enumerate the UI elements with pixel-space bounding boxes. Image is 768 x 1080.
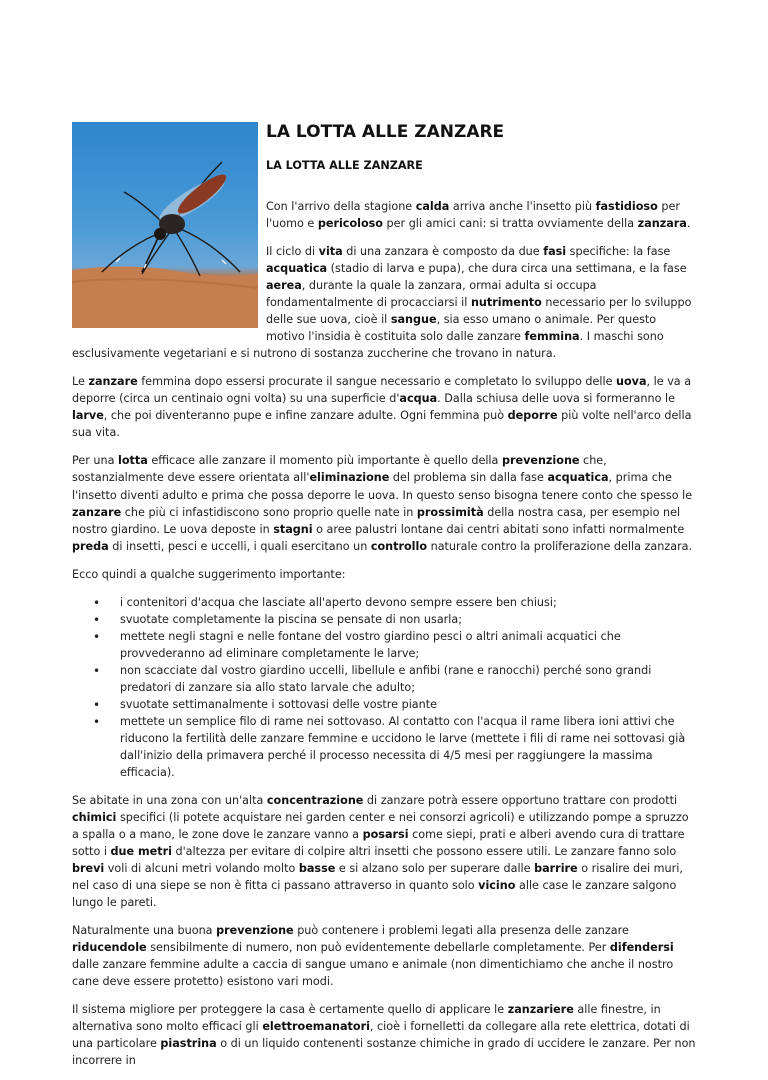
chemicals-paragraph: Se abitate in una zona con un'alta concentrazione di zanzare potrà essere opportuno trattare con prodotti chimici specifici (li potete acquistare nei garden center e nei consorzi agricoli) e utilizzando pompe a spruzzo a spalla o a mano, le zone dove le zanzare vanno a posarsi come siepi, prati e alberi avendo cura di trattare sotto i due metri d'altezza per evitare di colpire altri insetti che possono essere utili. Le zanzare fanno solo brevi voli di alcuni metri volando molto basse e si alzano solo per superare dalle barrire o risalire dei muri, nel caso di una siepe se non è fitta ci passano attraverso in quanto solo vicino alle case le zanzare salgono lungo le pareti. (72, 793, 689, 909)
article (72, 122, 698, 1080)
tips-list (72, 594, 698, 781)
female-paragraph: Le zanzare femmina dopo essersi procurate il sangue necessario e completato lo sviluppo delle uova, le va a deporre (circa un centinaio ogni volta) su una superficie d'acqua. Dalla schiusa delle uova si formeranno le larve, che poi diventeranno pupe e infine zanzare adulte. Ogni femmina può deporre più volte nell'arco della sua vita. (72, 375, 692, 440)
page-title: LA LOTTA ALLE ZANZARE (266, 122, 505, 142)
fight-paragraph: Per una lotta efficace alle zanzare il momento più importante è quello della prevenzione che, sostanzialmente deve essere orientata all'eliminazione del problema sin dalla fase acquatica, prima che l'insetto diventi adulto e prima che possa deporre le uova. In questo senso bisogna tenere conto che spesso le zanzare che più ci infastidiscono sono proprio quelle nate in prossimità della nostra casa, per esempio nel nostro giardino. Le uova deposte in stagni o aree palustri lontane dai centri abitati sono infatti normalmente preda di insetti, pesci e uccelli, i quali esercitano un controllo naturale contro la proliferazione della zanzara. (72, 454, 693, 553)
page-subtitle: LA LOTTA ALLE ZANZARE (266, 159, 423, 173)
prevention-paragraph: Naturalmente una buona prevenzione può contenere i problemi legati alla presenza delle zanzare riducendole sensibilmente di numero, non può evidentemente debellarle completamente. Per difendersi dalle zanzare femmine adulte a caccia di sangue umano e animale (non dimentichiamo che anche il nostro cane deve essere protetto) esistono vari modi. (72, 923, 674, 988)
list-item: • svuotate settimanalmente i sottovasi delle vostre piante (120, 696, 698, 713)
list-item: • mettete negli stagni e nelle fontane del vostro giardino pesci o altri animali acquatici che provvederanno ad eliminare completamente le larve; (120, 628, 698, 662)
intro-paragraph: Con l'arrivo della stagione calda arriva anche l'insetto più fastidioso per l'uomo e pericoloso per gli amici cani: si tratta ovviamente della zanzara. (266, 200, 691, 231)
cycle-paragraph: Il ciclo di vita di una zanzara è composto da due fasi specifiche: la fase acquatica (stadio di larva e pupa), che dura circa una settimana, e la fase aerea, durante la quale la zanzara, ormai adulta si occupa fondamentalmente di procacciarsi il nutrimento necessario per lo sviluppo delle sue uova, cioè il sangue, sia esso umano o animale. Per questo motivo l'insidia è costituita solo dalle zanzare femmina. I maschi sono esclusivamente vegetariani e si nutrono di sostanza zuccherine che trovano in natura. (72, 245, 692, 361)
list-item: • non scacciate dal vostro giardino uccelli, libellule e anfibi (rane e ranocchi) perché sono grandi predatori di zanzare sia allo stato larvale che adulto; (120, 662, 698, 696)
mosquito-icon (72, 122, 258, 328)
mosquito-photo (72, 122, 258, 328)
list-item: • i contenitori d'acqua che lasciate all'aperto devono sempre essere ben chiusi; (120, 594, 698, 611)
list-item: • mettete un semplice filo di rame nei sottovaso. Al contatto con l'acqua il rame libera ioni attivi che riducono la fertilità delle zanzare femmine e uccidono le larve (mettete i fili di rame nei sottovasi già dall'inizio della primavera perché il processo necessita di 4/5 mesi per raggiungere la massima efficacia). (120, 713, 698, 781)
system-paragraph: Il sistema migliore per proteggere la casa è certamente quello di applicare le zanzariere alle finestre, in alternativa sono molto efficaci gli elettroemanatori, cioè i fornelletti da collegare alla rete elettrica, dotati di una particolare piastrina o di un liquido contenenti sostanze chimiche in grado di uccidere le zanzare. Per non incorrere in (72, 1002, 696, 1067)
tips-intro: Ecco quindi a qualche suggerimento importante: (72, 567, 346, 581)
list-item: • svuotate completamente la piscina se pensate di non usarla; (120, 611, 698, 628)
